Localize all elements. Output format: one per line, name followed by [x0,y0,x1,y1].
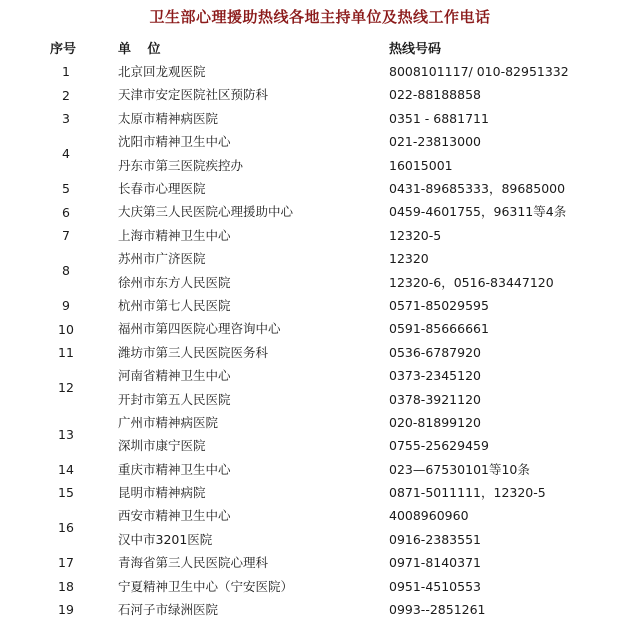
table-row [0,388,640,411]
hotline-number: 0351 - 6881711 [389,110,489,126]
unit-name: 宁夏精神卫生中心（宁安医院） [118,578,294,594]
table-group [0,107,640,130]
serial-number: 8 [62,263,70,279]
table-group [0,411,640,458]
table-group [0,247,640,294]
serial-number: 11 [58,344,74,360]
hotline-number: 0373-2345120 [389,368,481,384]
serial-number: 15 [58,485,74,501]
unit-name: 北京回龙观医院 [118,64,206,79]
hotline-number: 023—67530101等10条 [389,461,530,477]
unit-name: 上海市精神卫生中心 [118,227,231,243]
table-group [0,200,640,223]
table-row [0,411,640,434]
hotline-number: 0536-6787920 [389,344,481,360]
hotline-number: 8008101117/ 010-82951332 [389,64,569,79]
unit-name: 西安市精神卫生中心 [118,508,231,524]
serial-number: 1 [62,64,70,80]
table-group [0,458,640,481]
hotline-number: 0916-2383551 [389,531,481,547]
serial-number: 17 [58,555,74,571]
unit-name: 河南省精神卫生中心 [118,368,231,384]
hotline-number: 4008960960 [389,508,469,524]
table-group [0,224,640,247]
hotline-number: 0871-5011111，12320-5 [389,485,546,501]
table-row [0,551,640,574]
serial-number: 16 [58,520,74,536]
hotline-number: 021-23813000 [389,134,481,150]
unit-name: 沈阳市精神卫生中心 [118,134,231,150]
table-row [0,481,640,504]
table-row [0,107,640,130]
unit-name: 汉中市3201医院 [118,531,213,547]
document-title: 卫生部心理援助热线各地主持单位及热线工作电话 [149,8,491,26]
unit-name: 开封市第五人民医院 [118,391,231,407]
table-row [0,504,640,527]
hotline-number: 0755-25629459 [389,438,489,454]
table-group [0,481,640,504]
unit-name: 福州市第四医院心理咨询中心 [118,321,281,337]
unit-name: 天津市安定医院社区预防科 [118,87,269,103]
serial-number: 4 [62,146,70,162]
unit-name: 昆明市精神病院 [118,485,206,501]
hotline-number: 0378-3921120 [389,391,481,407]
table-row [0,130,640,153]
hotline-number: 0951-4510553 [389,578,481,594]
serial-number: 5 [62,181,70,197]
table-row [0,341,640,364]
table-group [0,364,640,411]
table-row [0,458,640,481]
unit-name: 杭州市第七人民医院 [118,297,231,313]
unit-name: 徐州市东方人民医院 [118,274,231,290]
table-row [0,364,640,387]
unit-name: 深圳市康宁医院 [118,438,206,454]
table-row [0,224,640,247]
table-row [0,528,640,551]
table-row [0,247,640,270]
serial-number: 19 [58,602,74,618]
table-row [0,294,640,317]
table-row [0,271,640,294]
table-group [0,130,640,177]
header-serial-number: 序号 [50,42,77,57]
table-group [0,341,640,364]
hotline-number: 0971-8140371 [389,555,481,571]
table-group [0,317,640,340]
hotline-number: 12320-6，0516-83447120 [389,274,554,290]
unit-name: 广州市精神病医院 [118,414,219,430]
table-row [0,575,640,598]
unit-name: 潍坊市第三人民医院医务科 [118,344,269,360]
hotline-number: 0571-85029595 [389,297,489,313]
unit-name: 丹东市第三医院疾控办 [118,157,244,173]
unit-name: 重庆市精神卫生中心 [118,461,231,477]
serial-number: 14 [58,461,74,477]
table-row [0,317,640,340]
unit-name: 长春市心理医院 [118,180,206,196]
serial-number: 3 [62,110,70,126]
unit-name: 青海省第三人民医院心理科 [118,555,269,571]
unit-name: 大庆第三人民医院心理援助中心 [118,204,294,220]
table-group [0,177,640,200]
hotline-number: 0431-89685333，89685000 [389,180,566,196]
serial-number: 6 [62,204,70,220]
table-group [0,294,640,317]
serial-number: 12 [58,380,74,395]
hotline-number: 12320-5 [389,227,442,243]
serial-number: 18 [58,578,74,594]
table-row [0,154,640,177]
hotline-number: 022-88188858 [389,87,481,103]
hotline-table [0,60,640,621]
serial-number: 13 [58,426,74,442]
table-row [0,177,640,200]
header-hotline: 热线号码 [389,42,442,57]
table-group [0,551,640,574]
table-group [0,598,640,621]
hotline-number: 0993--2851261 [389,602,486,618]
table-group [0,504,640,551]
serial-number: 10 [58,321,74,337]
unit-name: 石河子市绿洲医院 [118,602,219,618]
table-group [0,60,640,83]
unit-name: 太原市精神病医院 [118,110,219,126]
hotline-number: 16015001 [389,157,453,173]
hotline-number: 12320 [389,251,429,267]
hotline-number: 0459-4601755，96311等4条 [389,204,567,220]
table-row [0,434,640,457]
serial-number: 7 [62,227,70,243]
table-row [0,598,640,621]
hotline-number: 020-81899120 [389,414,481,430]
unit-name: 苏州市广济医院 [118,251,206,267]
serial-number: 2 [62,87,70,103]
table-row [0,200,640,223]
serial-number: 9 [62,298,70,314]
table-group [0,575,640,598]
header-unit: 单 位 [118,42,167,57]
table-group [0,83,640,106]
hotline-number: 0591-85666661 [389,321,489,337]
table-row [0,83,640,106]
table-row [0,60,640,83]
